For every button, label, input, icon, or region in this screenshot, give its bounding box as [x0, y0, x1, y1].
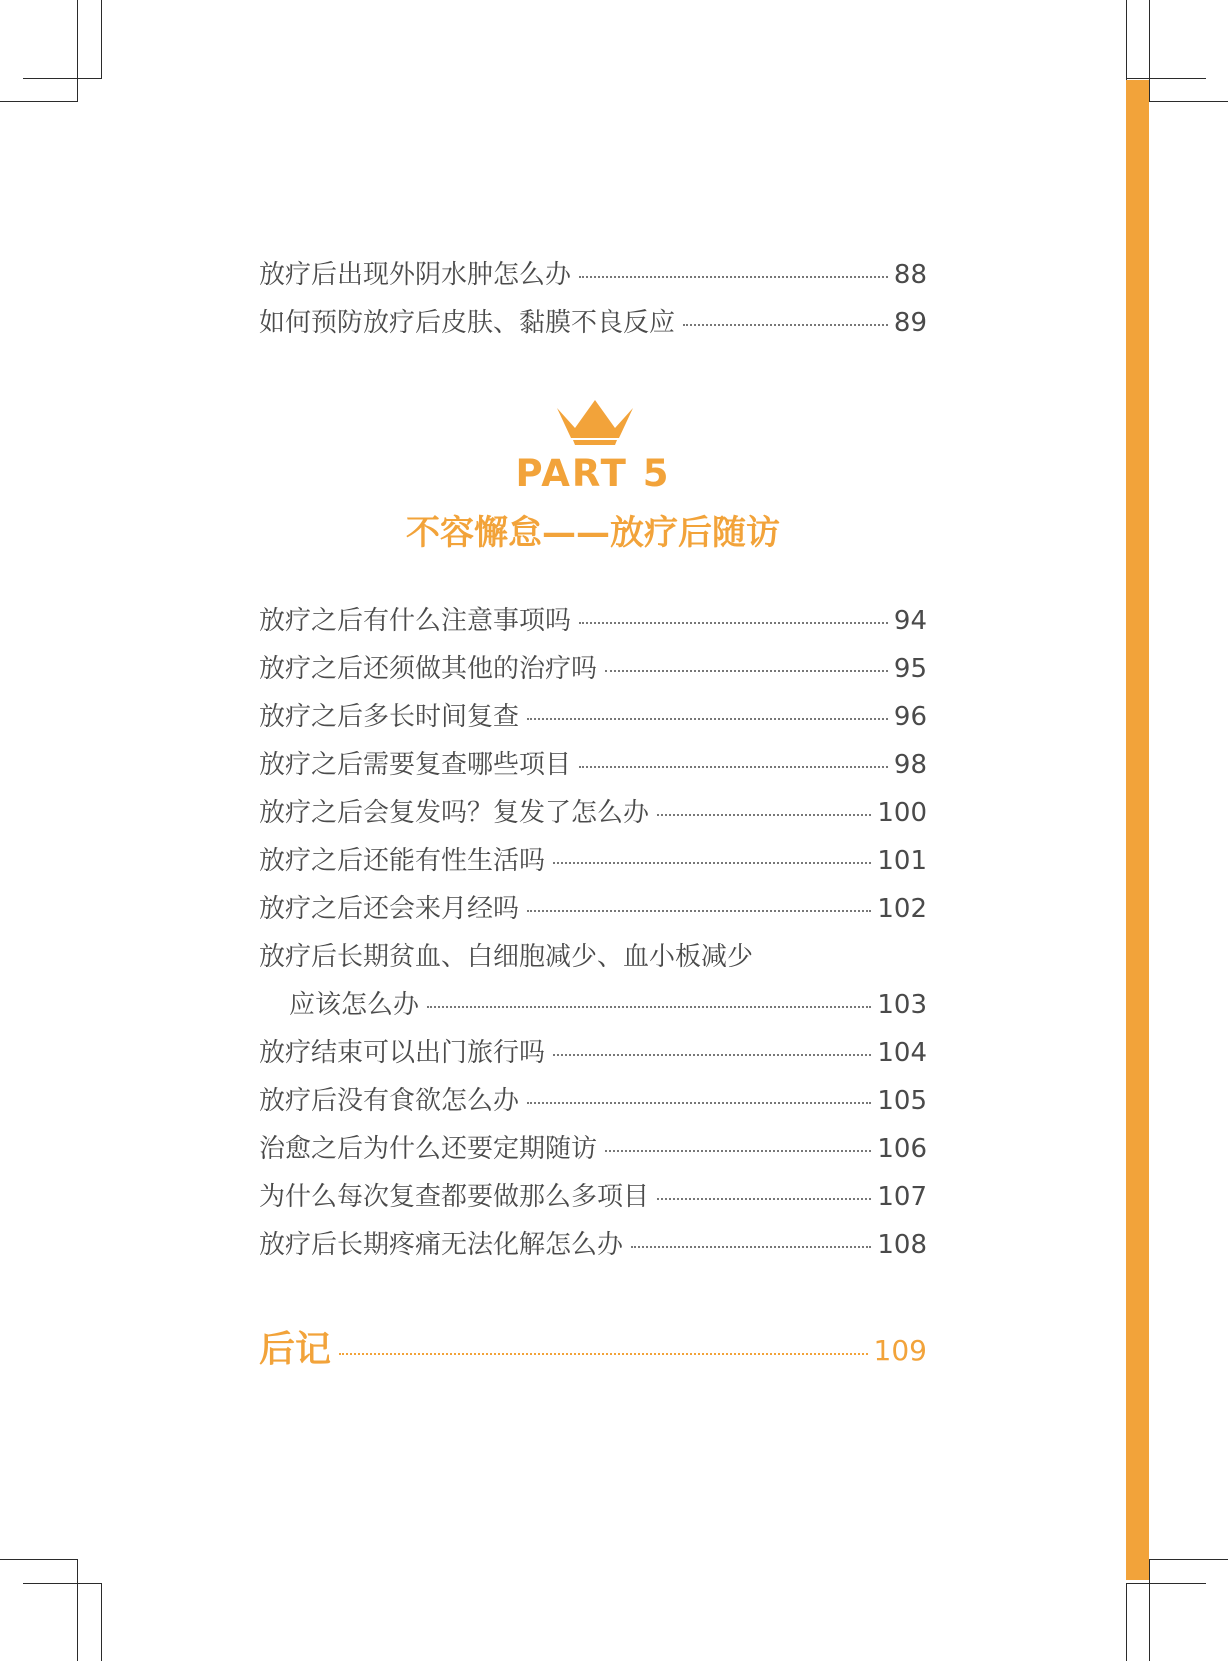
toc-entry-title: 放疗之后需要复查哪些项目 [259, 750, 572, 780]
toc-entry[interactable] [259, 837, 927, 885]
crop-mark-bl-v1 [77, 1559, 78, 1661]
toc-entry[interactable] [259, 789, 927, 837]
toc-entry-page-number: 95 [893, 654, 927, 684]
leader-dots [339, 1353, 868, 1355]
crop-mark-bl-h1 [0, 1559, 78, 1560]
toc-afterword-entry[interactable] [259, 1318, 927, 1374]
leader-dots [579, 766, 888, 768]
crop-mark-tr-v2 [1149, 0, 1150, 102]
crop-mark-br-h1 [1149, 1559, 1228, 1560]
leader-dots [657, 814, 871, 816]
toc-entry-page-number: 88 [893, 260, 927, 290]
leader-dots [631, 1246, 871, 1248]
toc-entry[interactable] [259, 1077, 927, 1125]
toc-entry-title: 放疗之后还会来月经吗 [259, 894, 520, 924]
toc-entry[interactable] [259, 597, 927, 645]
leader-dots [527, 1102, 871, 1104]
leader-dots [605, 670, 888, 672]
crop-mark-br-v2 [1126, 1583, 1127, 1661]
crop-mark-br-h2 [1126, 1583, 1206, 1584]
toc-entry[interactable] [259, 885, 927, 933]
toc-entry[interactable] [259, 1125, 927, 1173]
crop-mark-tr-v1 [1126, 0, 1127, 80]
toc-entry-page-number: 106 [877, 1134, 927, 1164]
toc-entry[interactable] [259, 1173, 927, 1221]
toc-entry-continuation[interactable] [259, 981, 927, 1029]
leader-dots [553, 1054, 871, 1056]
crop-mark-tl-v1 [77, 0, 78, 102]
leader-dots [657, 1198, 871, 1200]
leader-dots [553, 862, 871, 864]
toc-entry[interactable] [259, 933, 927, 981]
toc-entry-title: 治愈之后为什么还要定期随访 [259, 1134, 598, 1164]
toc-entry-title-continued: 应该怎么办 [289, 990, 420, 1020]
toc-entry-title: 放疗之后会复发吗？复发了怎么办 [259, 798, 650, 828]
toc-entry[interactable] [259, 1221, 927, 1269]
toc-entry-page-number: 103 [877, 990, 927, 1020]
part-number: PART 5 [515, 452, 671, 495]
crown-icon [555, 398, 635, 446]
toc-entry-page-number: 89 [893, 308, 927, 338]
leader-dots [527, 910, 871, 912]
toc-entry[interactable] [259, 1029, 927, 1077]
crop-mark-tl-h2 [23, 78, 101, 79]
toc-entry-page-number: 100 [877, 798, 927, 828]
leader-dots [683, 324, 888, 326]
toc-entry[interactable] [259, 251, 927, 299]
part-heading [259, 452, 927, 554]
part-title: 不容懈怠——放疗后随访 [406, 513, 780, 553]
toc-entry-page-number: 104 [877, 1038, 927, 1068]
crop-mark-tl-v2 [101, 0, 102, 79]
crop-mark-bl-h2 [23, 1583, 101, 1584]
toc-entry[interactable] [259, 645, 927, 693]
toc-entry-page-number: 101 [877, 846, 927, 876]
toc-entry-title: 放疗之后有什么注意事项吗 [259, 606, 572, 636]
toc-entry-title: 放疗后出现外阴水肿怎么办 [259, 260, 572, 290]
crop-mark-tl-h1 [0, 101, 78, 102]
toc-entry-title: 放疗之后还能有性生活吗 [259, 846, 546, 876]
toc-entry[interactable] [259, 299, 927, 347]
leader-dots [605, 1150, 871, 1152]
leader-dots [427, 1006, 871, 1008]
toc-entry[interactable] [259, 741, 927, 789]
toc-entry-title: 放疗之后多长时间复查 [259, 702, 520, 732]
afterword-title: 后记 [259, 1328, 332, 1370]
leader-dots [527, 718, 888, 720]
leader-dots [579, 276, 888, 278]
toc-top-list [259, 251, 927, 347]
toc-entry-page-number: 98 [893, 750, 927, 780]
crop-mark-bl-v2 [101, 1583, 102, 1661]
toc-entry[interactable] [259, 693, 927, 741]
leader-dots [579, 622, 888, 624]
toc-entry-title: 放疗结束可以出门旅行吗 [259, 1038, 546, 1068]
crop-mark-tr-h2 [1149, 101, 1228, 102]
toc-part5-list [259, 597, 927, 1269]
crop-mark-br-v1 [1149, 1559, 1150, 1661]
toc-entry-title: 放疗后长期疼痛无法化解怎么办 [259, 1230, 624, 1260]
side-color-strip [1126, 80, 1149, 1580]
toc-entry-page-number: 108 [877, 1230, 927, 1260]
toc-entry-page-number: 94 [893, 606, 927, 636]
toc-entry-title: 放疗之后还须做其他的治疗吗 [259, 654, 598, 684]
toc-entry-title: 为什么每次复查都要做那么多项目 [259, 1182, 650, 1212]
crop-mark-tr-h1 [1126, 78, 1206, 79]
toc-entry-page-number: 102 [877, 894, 927, 924]
afterword-page-number: 109 [873, 1333, 927, 1367]
toc-entry-title: 如何预防放疗后皮肤、黏膜不良反应 [259, 308, 676, 338]
toc-entry-page-number: 107 [877, 1182, 927, 1212]
toc-entry-title: 放疗后没有食欲怎么办 [259, 1086, 520, 1116]
toc-entry-page-number: 105 [877, 1086, 927, 1116]
toc-entry-page-number: 96 [893, 702, 927, 732]
toc-entry-title: 放疗后长期贫血、白细胞减少、血小板减少 [259, 942, 754, 972]
